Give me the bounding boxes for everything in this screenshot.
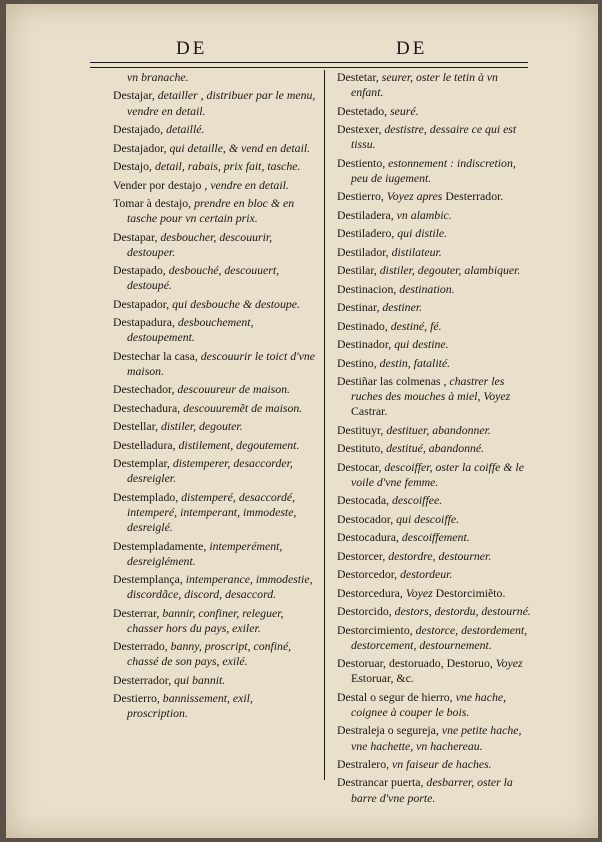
entry-headword: Destajo, (113, 159, 152, 174)
dictionary-entry (337, 245, 533, 260)
entry-headword: Destocar, (337, 459, 382, 474)
entry-headword: Destilar, (337, 263, 377, 278)
entry-definition: intemperément, desreiglément. (127, 538, 283, 568)
entry-definition: qui detaille, & vend en detail. (169, 140, 311, 155)
entry-headword: Destexer, (337, 122, 382, 137)
dictionary-entry (113, 315, 316, 345)
entry-headword: Destapador, (113, 296, 170, 311)
entry-definition: destination. (399, 281, 455, 296)
running-head-right: DE (396, 38, 428, 59)
entry-definition: destituer, abandonner. (386, 422, 491, 437)
entry-headword: Destal o segur de hierro, (337, 689, 453, 704)
entry-headword: Destino, (337, 355, 377, 370)
entry-definition: qui destine. (394, 337, 449, 352)
entry-headword: Destorcimiento, (337, 622, 413, 637)
entry-headword: Destemplança, (113, 572, 183, 587)
left-column (113, 70, 316, 725)
entry-definition: destiner. (382, 300, 423, 315)
entry-definition: vn branache. (127, 70, 189, 84)
entry-headword: Tomar à destajo, (113, 196, 192, 210)
entry-definition: descouureur de maison. (177, 382, 290, 397)
dictionary-entry (113, 178, 316, 193)
entry-definition: vendre en detail. (210, 177, 289, 192)
dictionary-entry (337, 226, 533, 241)
dictionary-entry (113, 691, 316, 721)
entry-headword: Destrancar puerta, (337, 775, 424, 790)
entry-definition: detailler , distribuer par le menu, vendre en detail. (127, 88, 316, 118)
dictionary-entry (337, 656, 533, 686)
entry-headword: Destemplar, (113, 456, 170, 471)
dictionary-entry (337, 374, 533, 419)
entry-headword: Destiladera, (337, 207, 394, 222)
entry-definition: desbouché, descouuert, destoupé. (127, 263, 280, 293)
dictionary-entry (113, 159, 316, 174)
entry-definition: qui descoiffe. (396, 511, 460, 526)
dictionary-entry (113, 673, 316, 688)
entry-definition: descouuremẽt de maison. (183, 400, 303, 415)
entry-headword: Destechador, (113, 382, 175, 397)
entry-definition: distemperer, desaccorder, desreigler. (127, 456, 293, 486)
entry-headword: Destapado, (113, 263, 166, 278)
dictionary-entry (337, 623, 533, 653)
header-rule-lower (90, 67, 528, 68)
entry-crossref: Estoruar, &c. (351, 671, 414, 686)
entry-definition: qui distile. (397, 226, 448, 241)
entry-definition: desbarrer, oster la barre d'vne porte. (351, 775, 513, 805)
entry-definition: destors, destordu, destourné. (394, 604, 531, 619)
header-rule (90, 62, 528, 63)
entry-definition: Voyez (495, 656, 523, 671)
dictionary-entry (113, 263, 316, 293)
page (6, 4, 598, 838)
entry-crossref: Castrar. (351, 404, 388, 419)
entry-headword: Destorcedor, (337, 567, 398, 582)
entry-definition: Voyez (405, 585, 433, 600)
entry-definition: detail, rabais, prix fait, tasche. (154, 159, 301, 174)
dictionary-entry (113, 539, 316, 569)
dictionary-entry (337, 189, 533, 204)
entry-headword: Destapar, (113, 229, 158, 244)
entry-headword: Destocadura, (337, 530, 399, 545)
dictionary-entry (337, 775, 533, 805)
dictionary-entry (113, 419, 316, 434)
entry-definition: distilateur. (391, 244, 442, 259)
entry-definition: descoiffer, oster la coiffe & le voile d'vne femme. (351, 459, 524, 489)
dictionary-entry (337, 586, 533, 601)
entry-definition: desbouchement, destoupement. (127, 315, 254, 345)
dictionary-entry (337, 122, 533, 152)
entry-headword: Destiento, (337, 155, 386, 170)
dictionary-entry (337, 104, 533, 119)
dictionary-entry (337, 441, 533, 456)
entry-headword: Destinar, (337, 300, 380, 315)
dictionary-entry (113, 349, 316, 379)
entry-headword: Destierro, (337, 189, 384, 204)
entry-headword: Destetado, (337, 103, 388, 118)
entry-headword: Destechar la casa, (113, 348, 198, 363)
entry-headword: Destituto, (337, 441, 384, 456)
dictionary-entry (113, 639, 316, 669)
dictionary-entry (113, 456, 316, 486)
entry-headword: Destorcido, (337, 604, 392, 619)
dictionary-entry (337, 530, 533, 545)
entry-crossref: Desterrador. (445, 189, 504, 204)
entry-definition: vn alambic. (396, 207, 452, 222)
dictionary-entry (337, 70, 533, 100)
entry-definition: descoiffement. (401, 530, 470, 545)
entry-definition: vne petite hache, vne hachette, vn hachereau. (351, 723, 522, 753)
dictionary-entry (337, 319, 533, 334)
entry-headword: Destorcer, (337, 548, 386, 563)
entry-headword: Destinador, (337, 337, 392, 352)
entry-definition: descouurir le toict d'vne maison. (127, 348, 316, 378)
dictionary-entry (337, 549, 533, 564)
dictionary-entry (337, 356, 533, 371)
dictionary-entry (337, 604, 533, 619)
dictionary-entry (337, 493, 533, 508)
entry-headword: Destechadura, (113, 400, 181, 415)
entry-crossref: Destorcimiẽto. (435, 585, 506, 600)
entry-definition: qui bannit. (174, 672, 226, 687)
dictionary-entry (337, 208, 533, 223)
dictionary-entry (337, 460, 533, 490)
entry-definition: bannissement, exil, proscription. (127, 691, 253, 721)
dictionary-entry (337, 337, 533, 352)
entry-definition: distilement, degoutement. (178, 437, 300, 452)
dictionary-entry (337, 263, 533, 278)
dictionary-entry (337, 567, 533, 582)
entry-definition: descoiffee. (392, 493, 443, 508)
entry-definition: destorce, destordement, destorcement, destournement. (351, 622, 528, 652)
entry-definition: seuré. (390, 103, 419, 118)
entry-headword: Destetar, (337, 70, 379, 84)
right-column (337, 70, 533, 809)
entry-headword: Destralero, (337, 756, 390, 771)
entry-definition: prendre en bloc & en tasche pour vn certain prix. (127, 196, 295, 226)
dictionary-entry (113, 438, 316, 453)
dictionary-entry (337, 300, 533, 315)
entry-definition: bannir, confiner, releguer, chasser hors du pays, exiler. (127, 605, 284, 635)
dictionary-entry (113, 572, 316, 602)
dictionary-entry (337, 723, 533, 753)
entry-definition: destitué, abandonné. (386, 441, 485, 456)
entry-definition: banny, proscript, confiné, chassé de son pays, exilé. (127, 639, 292, 669)
entry-definition: chastrer les ruches des mouches à miel, Voyez (351, 374, 511, 404)
entry-definition: qui desbouche & destoupe. (172, 296, 300, 311)
dictionary-entry (113, 490, 316, 535)
entry-headword: Destilador, (337, 244, 389, 259)
dictionary-entry (113, 230, 316, 260)
entry-definition: desboucher, descouurir, destouper. (127, 229, 273, 259)
dictionary-entry (337, 512, 533, 527)
dictionary-entry (113, 122, 316, 137)
entry-headword: Destiñar las colmenas , (337, 374, 447, 389)
entry-definition: seurer, oster le tetin à vn enfant. (351, 70, 498, 100)
entry-headword: Destiladero, (337, 226, 395, 241)
entry-headword: Destajado, (113, 122, 164, 137)
entry-definition: estonnement : indiscretion, peu de iugement. (351, 155, 516, 185)
dictionary-entry (337, 282, 533, 297)
entry-headword: Destorcedura, (337, 585, 403, 600)
entry-definition: detaillé. (166, 122, 205, 137)
entry-headword: Destraleja o segureja, (337, 723, 439, 738)
dictionary-entry (113, 88, 316, 118)
entry-definition: distiler, degouter, alambiquer. (379, 263, 521, 278)
entry-definition: distiler, degouter. (161, 419, 243, 434)
dictionary-entry (113, 297, 316, 312)
dictionary-entry (113, 401, 316, 416)
dictionary-entry (113, 70, 316, 85)
running-head-left: DE (176, 38, 208, 59)
entry-headword: Destapadura, (113, 315, 175, 330)
column-divider (324, 70, 325, 780)
entry-headword: Destinado, (337, 318, 388, 333)
entry-definition: destordre, destourner. (388, 548, 492, 563)
entry-definition: Voyez apres (386, 189, 443, 204)
entry-headword: Destajar, (113, 88, 155, 103)
entry-headword: Destinacion, (337, 281, 397, 296)
entry-definition: intemperance, immodestie, discordãce, discord, desaccord. (127, 572, 313, 602)
entry-headword: Desterrado, (113, 639, 168, 654)
entry-headword: Destelladura, (113, 437, 176, 452)
entry-definition: destin, fatalité. (379, 355, 451, 370)
dictionary-entry (337, 156, 533, 186)
dictionary-entry (113, 606, 316, 636)
dictionary-entry (337, 423, 533, 438)
entry-headword: Destemplado, (113, 489, 179, 504)
dictionary-entry (113, 382, 316, 397)
entry-definition: vne hache, coignee à couper le bois. (351, 689, 507, 719)
entry-definition: distemperé, desaccordé, intemperé, intemperant, immodeste, desreiglé. (127, 489, 297, 535)
entry-headword: Destellar, (113, 419, 159, 434)
dictionary-entry (337, 690, 533, 720)
dictionary-entry (113, 196, 316, 226)
entry-definition: destordeur. (400, 567, 453, 582)
entry-headword: Vender por destajo , (113, 177, 208, 192)
entry-headword: Desterrador, (113, 672, 172, 687)
entry-headword: Destajador, (113, 140, 167, 155)
entry-headword: Destocador, (337, 511, 394, 526)
entry-headword: Destierro, (113, 691, 160, 706)
entry-headword: Destempladamente, (113, 538, 207, 553)
dictionary-entry (337, 757, 533, 772)
entry-headword: Destoruar, destoruado, Destoruo, (337, 656, 493, 671)
entry-definition: destiné, fé. (390, 318, 442, 333)
entry-headword: Destituyr, (337, 422, 384, 437)
entry-definition: vn faiseur de haches. (392, 756, 492, 771)
dictionary-entry (113, 141, 316, 156)
entry-headword: Desterrar, (113, 605, 160, 620)
entry-headword: Destocada, (337, 493, 390, 508)
entry-definition: destistre, dessaire ce qui est tissu. (351, 122, 517, 152)
